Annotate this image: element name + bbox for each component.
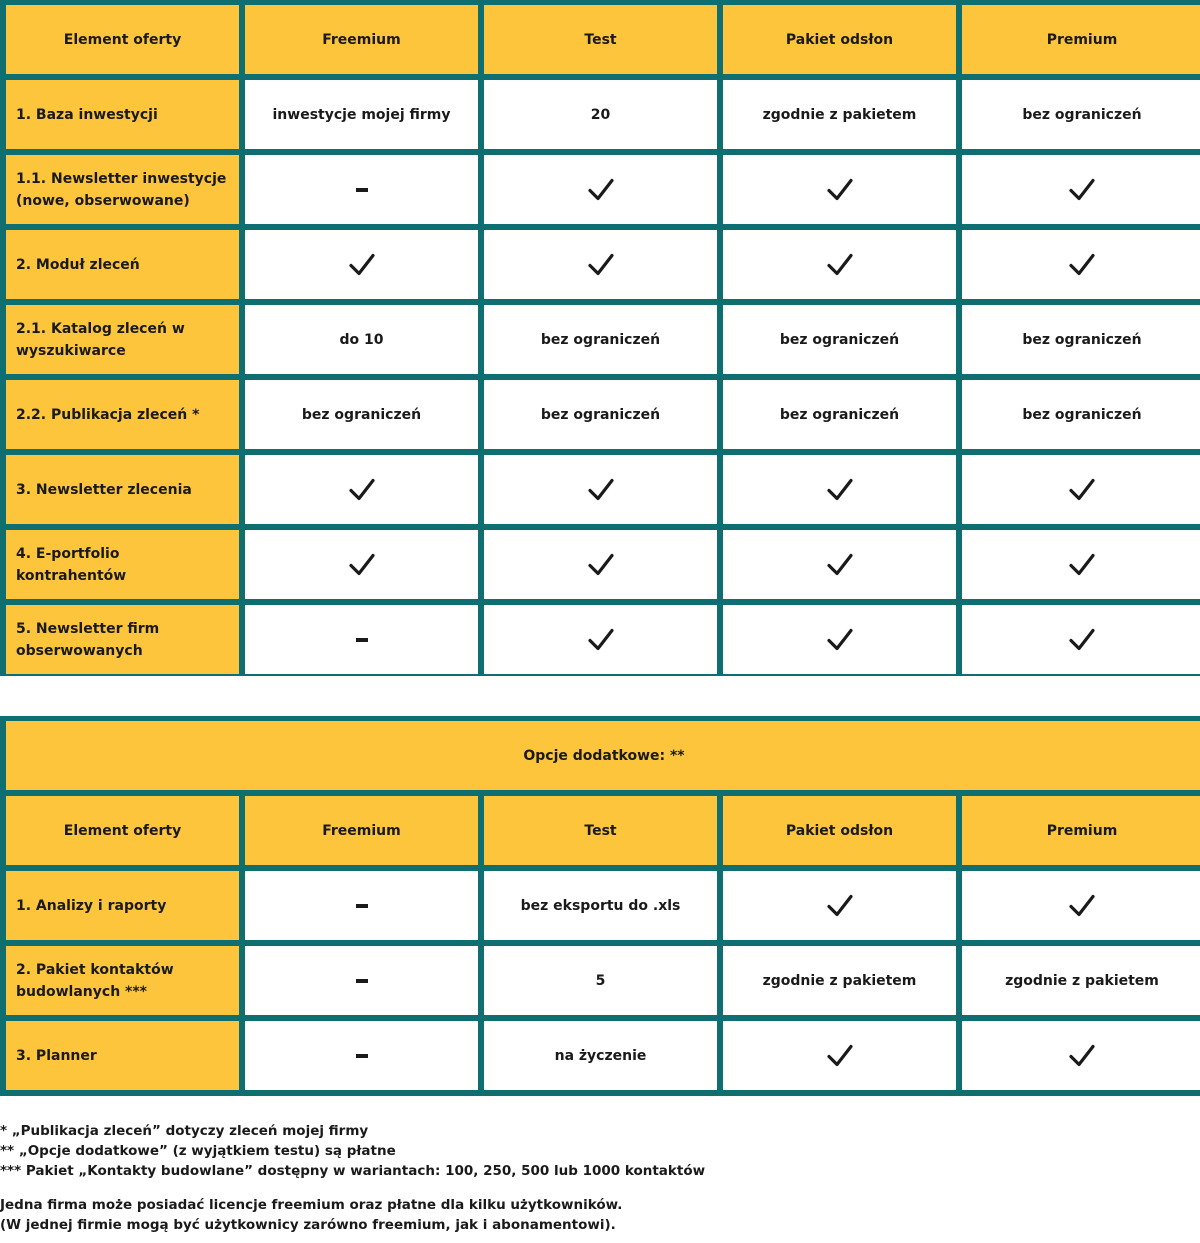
- footnote-3: *** Pakiet „Kontakty budowlane” dostępny w wariantach: 100, 250, 500 lub 1000 kontaktów: [0, 1163, 706, 1179]
- table-cell: 5: [484, 946, 717, 1015]
- row-label: 1.1. Newsletter inwestycje (nowe, obserwowane): [6, 155, 239, 224]
- table-cell: bez ograniczeń: [484, 380, 717, 449]
- table-cell: [484, 455, 717, 524]
- row-label: 2.1. Katalog zleceń w wyszukiwarce: [6, 305, 239, 374]
- note-1: Jedna firma może posiadać licencje freemium oraz płatne dla kilku użytkowników.: [0, 1197, 623, 1213]
- check-icon: [1067, 891, 1097, 921]
- table-cell: [962, 155, 1200, 224]
- table-cell: bez ograniczeń: [723, 380, 956, 449]
- footnote-2: ** „Opcje dodatkowe” (z wyjątkiem testu) są płatne: [0, 1143, 396, 1159]
- check-icon: [1067, 550, 1097, 580]
- check-icon: [586, 550, 616, 580]
- check-icon: [825, 625, 855, 655]
- table-cell: bez ograniczeń: [484, 305, 717, 374]
- check-icon: [825, 891, 855, 921]
- column-header: Test: [484, 5, 717, 74]
- column-header: Pakiet odsłon: [723, 5, 956, 74]
- check-icon: [825, 1041, 855, 1071]
- table-cell: [723, 1021, 956, 1090]
- row-label: 4. E-portfolio kontrahentów: [6, 530, 239, 599]
- dash-icon: [356, 188, 368, 192]
- table-cell: zgodnie z pakietem: [723, 80, 956, 149]
- table-cell: [245, 946, 478, 1015]
- column-header: Test: [484, 796, 717, 865]
- column-header: Premium: [962, 5, 1200, 74]
- check-icon: [586, 475, 616, 505]
- check-icon: [347, 475, 377, 505]
- table-cell: na życzenie: [484, 1021, 717, 1090]
- row-label: 2.2. Publikacja zleceń *: [6, 380, 239, 449]
- table-cell: inwestycje mojej firmy: [245, 80, 478, 149]
- check-icon: [1067, 475, 1097, 505]
- table-cell: [484, 230, 717, 299]
- table-cell: bez ograniczeń: [962, 305, 1200, 374]
- row-label: 1. Baza inwestycji: [6, 80, 239, 149]
- check-icon: [825, 250, 855, 280]
- table-cell: [245, 605, 478, 674]
- table-cell: [962, 455, 1200, 524]
- check-icon: [825, 550, 855, 580]
- table-cell: bez ograniczeń: [723, 305, 956, 374]
- row-label: 2. Pakiet kontaktów budowlanych ***: [6, 946, 239, 1015]
- column-header: Element oferty: [6, 5, 239, 74]
- note-2: (W jednej firmie mogą być użytkownicy zarówno freemium, jak i abonamentowi).: [0, 1217, 616, 1233]
- table-cell: [723, 155, 956, 224]
- table-cell: 20: [484, 80, 717, 149]
- table-cell: zgodnie z pakietem: [962, 946, 1200, 1015]
- table-cell: [245, 1021, 478, 1090]
- check-icon: [825, 175, 855, 205]
- column-header: Pakiet odsłon: [723, 796, 956, 865]
- check-icon: [347, 550, 377, 580]
- table-cell: zgodnie z pakietem: [723, 946, 956, 1015]
- table-cell: do 10: [245, 305, 478, 374]
- table-cell: [245, 455, 478, 524]
- column-header: Element oferty: [6, 796, 239, 865]
- table-cell: [245, 155, 478, 224]
- dash-icon: [356, 979, 368, 983]
- table-cell: [484, 530, 717, 599]
- footnote-1: * „Publikacja zleceń” dotyczy zleceń mojej firmy: [0, 1123, 369, 1139]
- extra-options-table: [0, 716, 1200, 1096]
- table-cell: [484, 155, 717, 224]
- column-header: Freemium: [245, 796, 478, 865]
- check-icon: [586, 250, 616, 280]
- section-title: Opcje dodatkowe: **: [6, 721, 1200, 790]
- row-label: 3. Newsletter zlecenia: [6, 455, 239, 524]
- table-cell: [245, 871, 478, 940]
- table-cell: bez ograniczeń: [962, 380, 1200, 449]
- table-cell: [962, 605, 1200, 674]
- table-cell: [723, 230, 956, 299]
- row-label: 1. Analizy i raporty: [6, 871, 239, 940]
- dash-icon: [356, 1054, 368, 1058]
- table-cell: bez ograniczeń: [245, 380, 478, 449]
- table-cell: [962, 530, 1200, 599]
- table-cell: [723, 455, 956, 524]
- check-icon: [586, 175, 616, 205]
- table-cell: [484, 605, 717, 674]
- footnotes: [0, 1121, 1200, 1235]
- check-icon: [1067, 175, 1097, 205]
- row-label: 5. Newsletter firm obserwowanych: [6, 605, 239, 674]
- table-cell: [962, 1021, 1200, 1090]
- table-cell: [723, 530, 956, 599]
- check-icon: [1067, 250, 1097, 280]
- check-icon: [825, 475, 855, 505]
- table-cell: [962, 871, 1200, 940]
- column-header: Freemium: [245, 5, 478, 74]
- table-cell: bez ograniczeń: [962, 80, 1200, 149]
- check-icon: [586, 625, 616, 655]
- dash-icon: [356, 638, 368, 642]
- table-cell: [962, 230, 1200, 299]
- table-cell: [245, 230, 478, 299]
- table-cell: bez eksportu do .xls: [484, 871, 717, 940]
- check-icon: [347, 250, 377, 280]
- dash-icon: [356, 904, 368, 908]
- check-icon: [1067, 625, 1097, 655]
- check-icon: [1067, 1041, 1097, 1071]
- column-header: Premium: [962, 796, 1200, 865]
- row-label: 3. Planner: [6, 1021, 239, 1090]
- row-label: 2. Moduł zleceń: [6, 230, 239, 299]
- table-cell: [723, 871, 956, 940]
- table-cell: [723, 605, 956, 674]
- table-cell: [245, 530, 478, 599]
